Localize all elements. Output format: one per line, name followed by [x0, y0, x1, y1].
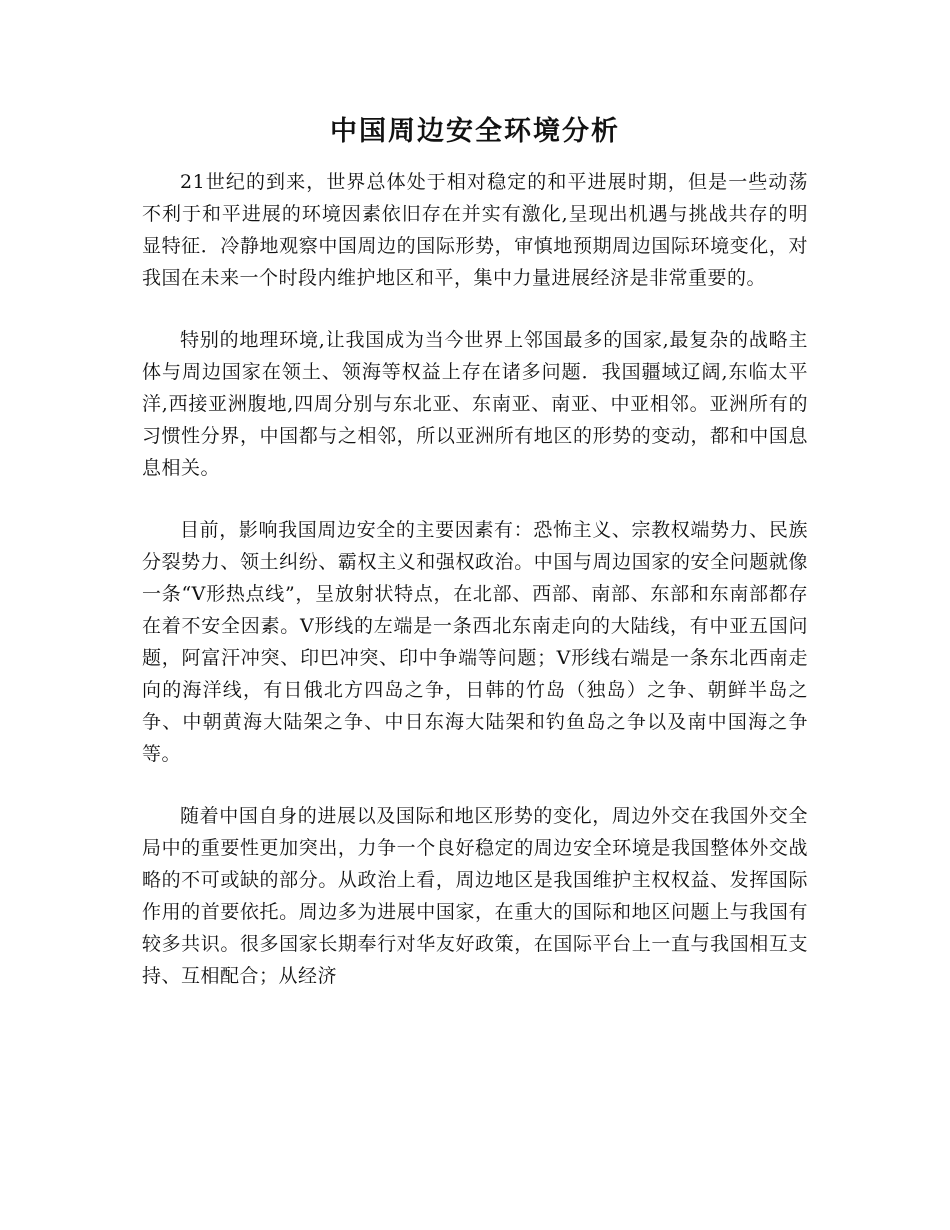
paragraph-3: 目前，影响我国周边安全的主要因素有：恐怖主义、宗教权端势力、民族分裂势力、领土纠纷、霸权主义和强权政治。中国与周边国家的安全问题就像一条“V形热点线”，呈放射状特点，在北部、西部、南部、东部和东南部都存在着不安全因素。V形线的左端是一条西北东南走向的大陆线，有中亚五国问题，阿富汗冲突、印巴冲突、印中争端等问题；V形线右端是一条东北西南走向的海洋线，有日俄北方四岛之争，日韩的竹岛（独岛）之争、朝鲜半岛之争、中朝黄海大陆架之争、中日东海大陆架和钓鱼岛之争以及南中国海之争等。 — [142, 519, 808, 765]
paragraph-1: 21世纪的到来，世界总体处于相对稳定的和平进展时期，但是一些动荡不利于和平进展的环境因素依旧存在并实有激化,呈现出机遇与挑战共存的明显特征．冷静地观察中国周边的国际形势，审慎地预期周边国际环境变化，对我国在未来一个时段内维护地区和平，集中力量进展经济是非常重要的。 — [142, 171, 808, 289]
document-title: 中国周边安全环境分析 — [330, 116, 620, 147]
paragraph-2: 特别的地理环境,让我国成为当今世界上邻国最多的国家,最复杂的战略主体与周边国家在领土、领海等权益上存在诸多问题．我国疆域辽阔,东临太平洋,西接亚洲腹地,四周分别与东北亚、东南亚、南亚、中亚相邻。亚洲所有的习惯性分界，中国都与之相邻，所以亚洲所有地区的形势的变动，都和中国息息相关。 — [142, 329, 808, 479]
document-body — [142, 166, 808, 1022]
paragraph-4: 随着中国自身的进展以及国际和地区形势的变化，周边外交在我国外交全局中的重要性更加突出，力争一个良好稳定的周边安全环境是我国整体外交战略的不可或缺的部分。从政治上看，周边地区是我国维护主权权益、发挥国际作用的首要依托。周边多为进展中国家，在重大的国际和地区问题上与我国有较多共识。很多国家长期奉行对华友好政策，在国际平台上一直与我国相互支持、互相配合；从经济 — [142, 805, 808, 987]
